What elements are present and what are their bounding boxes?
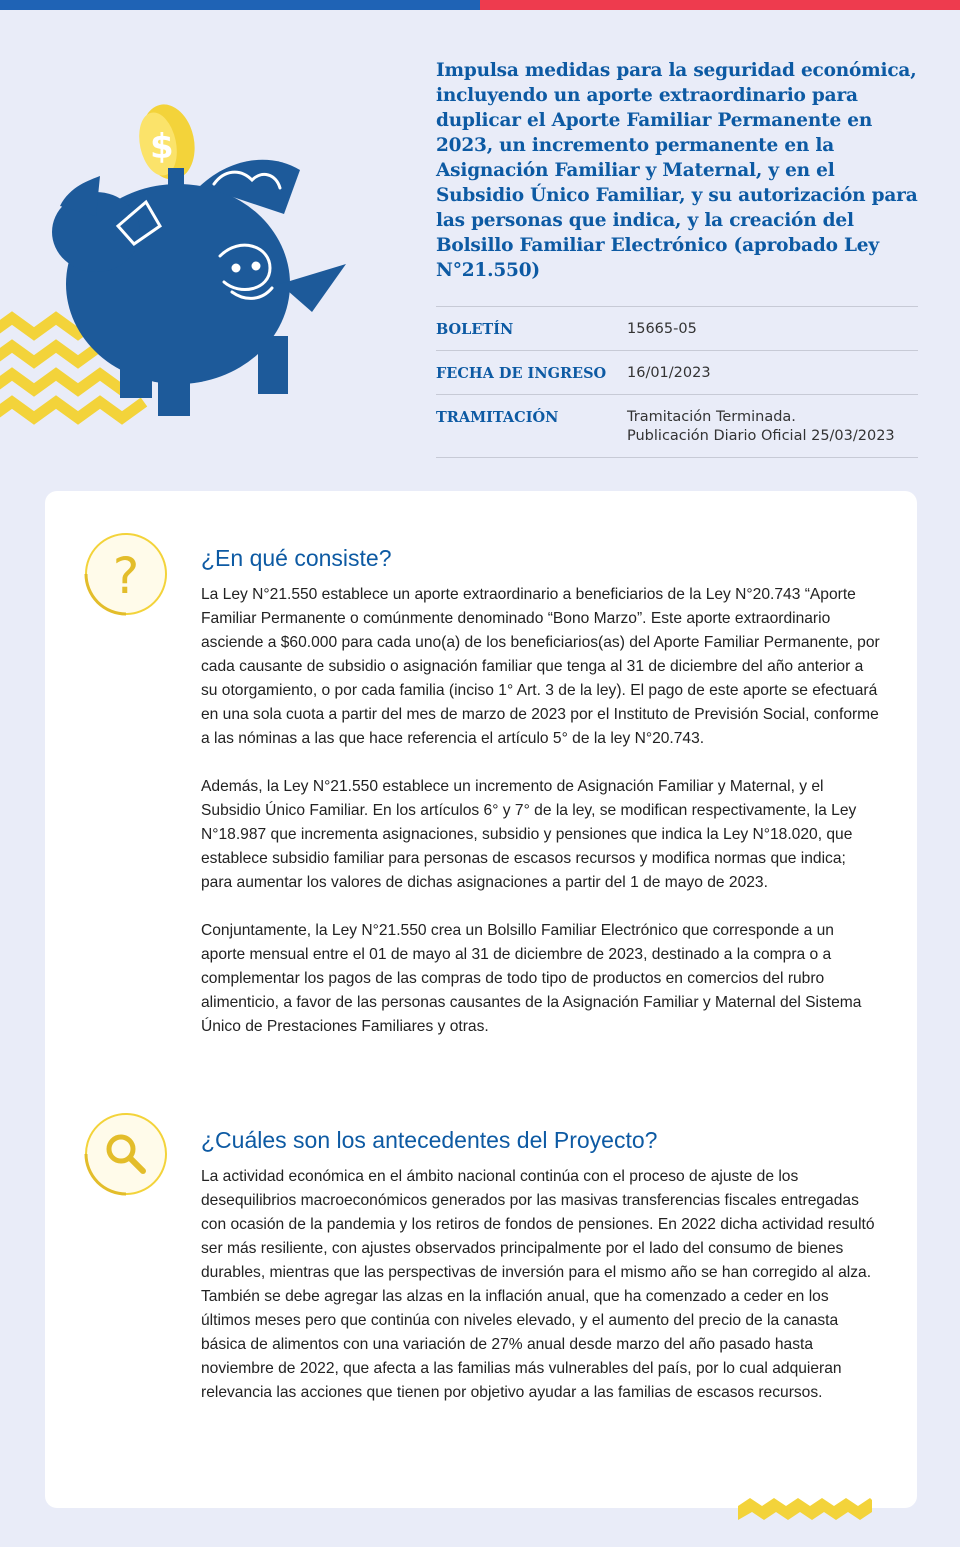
meta-row-tramitacion [436, 395, 918, 458]
law-header [436, 58, 918, 458]
section-paragraph: Conjuntamente, la Ley N°21.550 crea un Bolsillo Familiar Electrónico que corresponde a un aporte mensual entre el 01 de mayo al 31 de diciembre de 2023, destinado a la compra o a complementar los pagos de las compras de todo tipo de productos en comercios del rubro alimenticio, a favor de las personas causantes de la Asignación Familiar y Maternal del Sistema Único de Prestaciones Familiares y otras. [201, 922, 862, 1035]
meta-value [627, 364, 711, 383]
law-title: Impulsa medidas para la seguridad económica, incluyendo un aporte extraordinario para duplicar el Aporte Familiar Permanente en 2023, un incremento permanente en la Asignación Familiar y Maternal, y en el Subsidio Único Familiar, y su autorización para las personas que indica, y la creación del Bolsillo Familiar Electrónico (aprobado Ley N°21.550) [436, 60, 918, 281]
section-paragraph: La actividad económica en el ámbito nacional continúa con el proceso de ajuste de los desequilibrios macroeconómicos generados por las masivas transferencias fiscales entregadas con ocasión de la pandemia y los retiros de fondos de pensiones. En 2022 dicha actividad resultó ser más resiliente, con ajustes observados principalmente por el lado del consumo de bienes durables, mientras que las perspectivas de inversión para el mismo año se han corregido al alza. También se debe agregar las alzas en la inflación anual, que ha comenzado a ceder en los últimos meses pero que continúa con niveles elevado, y el aumento del precio de la canasta básica de alimentos con una variación de 27% anual desde marzo del año pasado hasta noviembre de 2022, que afecta a las familias más vulnerables del país, por lo cual adquieran relevancia las acciones que tienen por objetivo ayudar a las familias de escasos recursos. [201, 1168, 875, 1401]
section-paragraph: Además, la Ley N°21.550 establece un incremento de Asignación Familiar y Maternal, y el Subsidio Único Familiar. En los artículos 6° y 7° de la ley, se modifican respectivamente, la Ley N°18.987 que incrementa asignaciones, subsidio y pensiones que indica la Ley N°18.020, que establece subsidio familiar para personas de escasos recursos y modifica normas que indica; para aumentar los valores de dichas asignaciones a partir del 1 de mayo de 2023. [201, 778, 857, 891]
zigzag-decoration-bottom [738, 1496, 872, 1526]
top-bar-blue [0, 0, 480, 10]
section-antecedentes [201, 1125, 881, 1429]
magnifier-icon [83, 1111, 169, 1197]
meta-value-line: Publicación Diario Oficial 25/03/2023 [627, 428, 895, 444]
coin-icon [134, 99, 202, 184]
meta-key: FECHA DE INGRESO [436, 365, 607, 382]
content-card [45, 491, 917, 1508]
piggy-bank-illustration [0, 96, 360, 436]
meta-key: BOLETÍN [436, 321, 514, 338]
law-metadata [436, 306, 918, 458]
meta-value-line: 15665-05 [627, 321, 697, 337]
meta-row-boletin [436, 307, 918, 351]
meta-value-line: 16/01/2023 [627, 365, 711, 381]
meta-value [627, 408, 895, 446]
meta-key: TRAMITACIÓN [436, 409, 559, 426]
section-heading: ¿Cuáles son los antecedentes del Proyecto? [201, 1127, 658, 1153]
meta-value [627, 320, 697, 339]
meta-value-line: Tramitación Terminada. [627, 409, 796, 425]
section-paragraph: La Ley N°21.550 establece un aporte extraordinario a beneficiarios de la Ley N°20.743 “Aporte Familiar Permanente o comúnmente denominado “Bono Marzo”. Este aporte extraordinario asciende a $60.000 para cada uno(a) de los beneficiarios(as) del Aporte Familiar Permanente, por cada causante de subsidio o asignación familiar que tenga al 31 de diciembre del año anterior a su otorgamiento, o por cada familia (inciso 1° Art. 3 de la ley). El pago de este aporte se efectuará en una sola cuota a partir del mes de marzo de 2023 por el Instituto de Previsión Social, conforme a las nóminas a las que hace referencia el artículo 5° de la ley N°20.743. [201, 586, 880, 747]
section-en-que-consiste [201, 543, 881, 1063]
section-heading: ¿En qué consiste? [201, 545, 392, 571]
question-icon [83, 531, 169, 617]
top-bar-red [480, 0, 960, 10]
meta-row-fecha [436, 351, 918, 395]
svg-text:?: ? [112, 547, 140, 605]
top-color-bar [0, 0, 960, 10]
svg-text:$: $ [150, 127, 174, 167]
